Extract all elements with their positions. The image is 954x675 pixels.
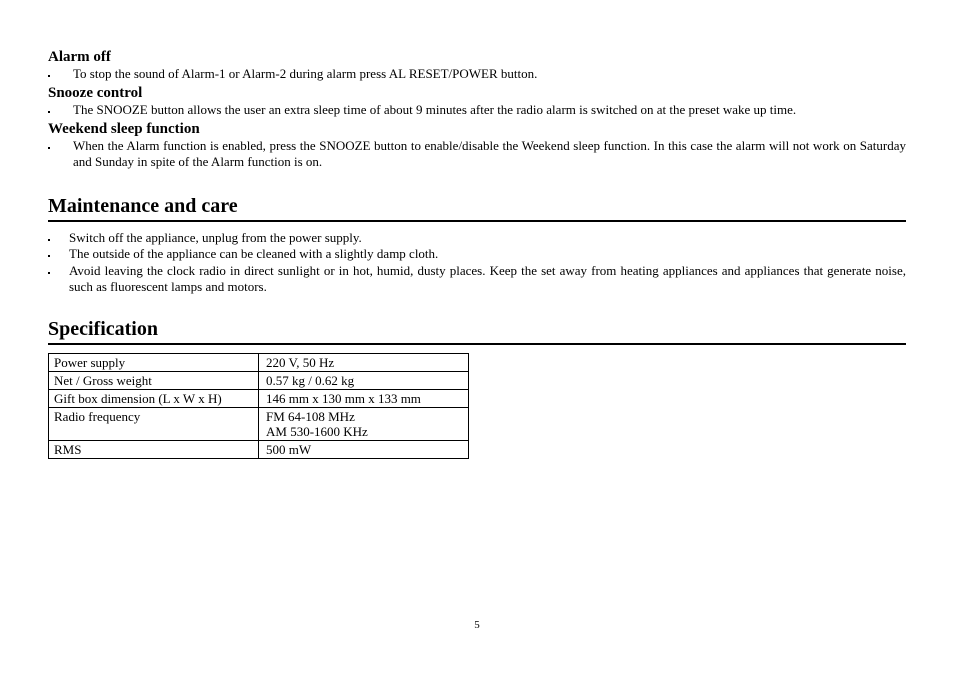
table-row bbox=[49, 441, 469, 459]
weekend-sleep-list bbox=[48, 138, 906, 170]
bullet-icon bbox=[48, 255, 50, 257]
spec-value: 500 mW bbox=[259, 441, 469, 459]
spec-value: 0.57 kg / 0.62 kg bbox=[259, 372, 469, 390]
snooze-control-heading: Snooze control bbox=[48, 85, 143, 101]
spec-value-line: AM 530-1600 KHz bbox=[266, 424, 368, 439]
bullet-icon bbox=[48, 75, 50, 77]
maintenance-list bbox=[48, 230, 906, 295]
bullet-icon bbox=[48, 147, 50, 149]
spec-label: Power supply bbox=[49, 354, 259, 372]
spec-label: Net / Gross weight bbox=[49, 372, 259, 390]
table-row bbox=[49, 372, 469, 390]
spec-label: Radio frequency bbox=[49, 408, 259, 441]
snooze-control-list bbox=[48, 102, 906, 118]
spec-value: 146 mm x 130 mm x 133 mm bbox=[259, 390, 469, 408]
spec-value-line: FM 64-108 MHz bbox=[266, 409, 355, 424]
list-item: The SNOOZE button allows the user an extra sleep time of about 9 minutes after the radio alarm is switched on at the preset wake up time. bbox=[48, 102, 906, 118]
list-item: Switch off the appliance, unplug from the power supply. bbox=[48, 230, 906, 246]
spec-label: RMS bbox=[49, 441, 259, 459]
page-number: 5 bbox=[474, 619, 480, 631]
spec-value bbox=[259, 408, 469, 441]
list-item: The outside of the appliance can be cleaned with a slightly damp cloth. bbox=[48, 246, 906, 262]
spec-value: 220 V, 50 Hz bbox=[259, 354, 469, 372]
specification-heading: Specification bbox=[48, 317, 906, 345]
table-row bbox=[49, 354, 469, 372]
specification-table bbox=[48, 353, 469, 459]
table-row bbox=[49, 390, 469, 408]
bullet-icon bbox=[48, 272, 50, 274]
alarm-off-heading: Alarm off bbox=[48, 49, 111, 65]
alarm-off-list bbox=[48, 66, 906, 82]
bullet-icon bbox=[48, 239, 50, 241]
maintenance-heading: Maintenance and care bbox=[48, 194, 906, 222]
weekend-sleep-heading: Weekend sleep function bbox=[48, 121, 200, 137]
list-item: When the Alarm function is enabled, press the SNOOZE button to enable/disable the Weekend sleep function. In this case the alarm will not work on Saturday and Sunday in spite of the Alarm function is on. bbox=[48, 138, 906, 170]
list-item: To stop the sound of Alarm-1 or Alarm-2 during alarm press AL RESET/POWER button. bbox=[48, 66, 906, 82]
document-page bbox=[48, 48, 906, 459]
table-row bbox=[49, 408, 469, 441]
list-item: Avoid leaving the clock radio in direct sunlight or in hot, humid, dusty places. Keep the set away from heating appliances and appliances that generate noise, such as fluorescent lamps and motors. bbox=[48, 263, 906, 295]
spec-label: Gift box dimension (L x W x H) bbox=[49, 390, 259, 408]
bullet-icon bbox=[48, 111, 50, 113]
